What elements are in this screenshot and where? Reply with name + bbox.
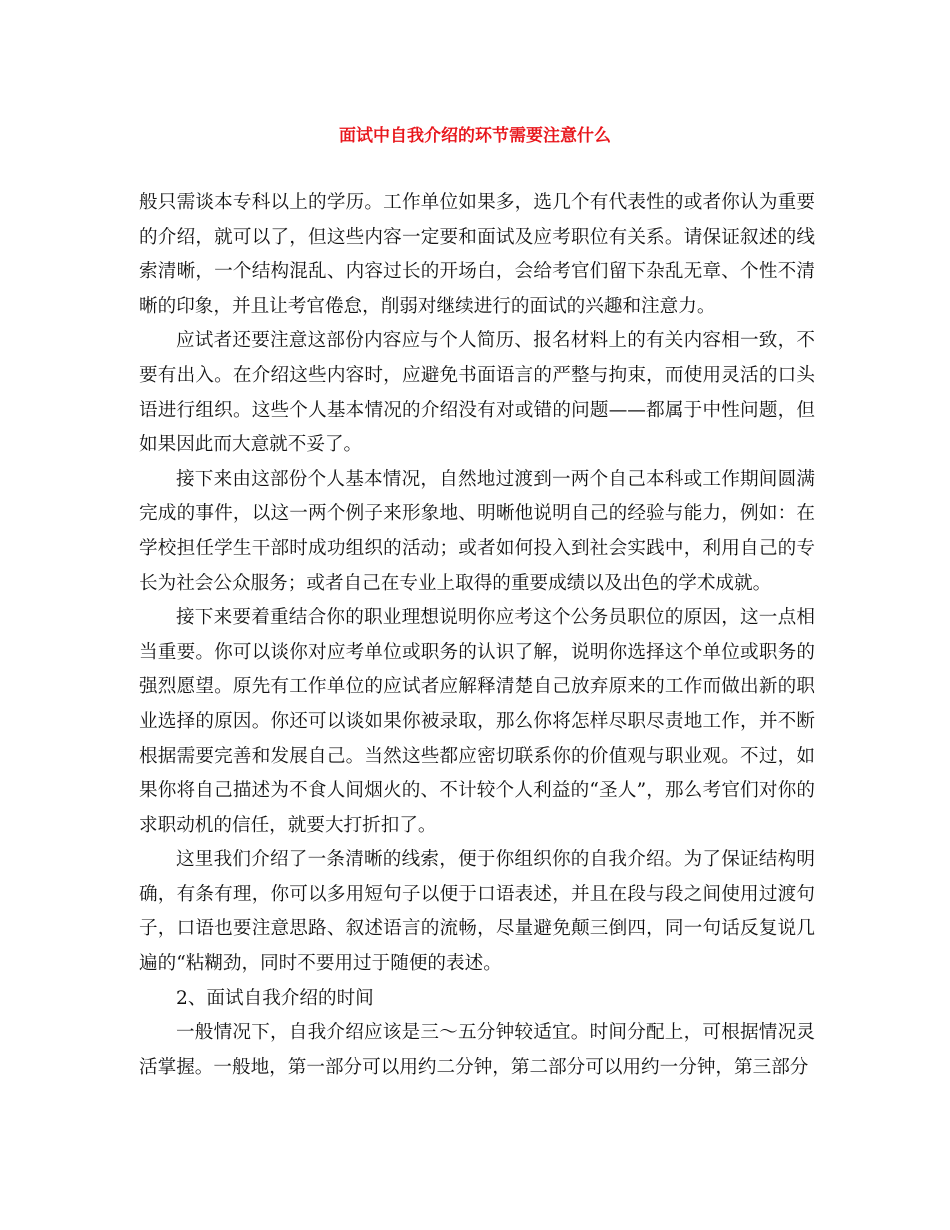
paragraph-motivation: 接下来要着重结合你的职业理想说明你应考这个公务员职位的原因，这一点相当重要。你可以谈你对应考单位或职务的认识了解，说明你选择这个单位或职务的强烈愿望。原先有工作单位的应试者应解释清楚自己放弃原来的工作而做出新的职业选择的原因。你还可以谈如果你被录取，那么你将怎样尽职尽责地工作，并不断根据需要完善和发展自己。当然这些都应密切联系你的价值观与职业观。不过，如果你将自己描述为不食人间烟火的、不计较个人利益的“圣人”，那么考官们对你的求职动机的信任，就要大打折扣了。 (139, 607, 815, 836)
document-body (139, 186, 815, 1085)
paragraph-education-and-work: 般只需谈本专科以上的学历。工作单位如果多，选几个有代表性的或者你认为重要的介绍，就可以了，但这些内容一定要和面试及应考职位有关系。请保证叙述的线索清晰，一个结构混乱、内容过长的开场白，会给考官们留下杂乱无章、个性不清晰的印象，并且让考官倦怠，削弱对继续进行的面试的兴趣和注意力。 (139, 192, 815, 317)
paragraph-time-allocation: 一般情况下，自我介绍应该是三～五分钟较适宜。时间分配上，可根据情况灵活掌握。一般地，第一部分可以用约二分钟，第二部分可以用约一分钟，第三部分 (139, 1022, 815, 1078)
document-title: 面试中自我介绍的环节需要注意什么 (339, 126, 611, 146)
paragraph-examples: 接下来由这部份个人基本情况，自然地过渡到一两个自己本科或工作期间圆满完成的事件，以这一两个例子来形象地、明晰他说明自己的经验与能力，例如：在学校担任学生干部时成功组织的活动；或者如何投入到社会实践中，利用自己的专长为社会公众服务；或者自己在专业上取得的重要成绩以及出色的学术成就。 (139, 468, 815, 594)
section-heading-time: 2、面试自我介绍的时间 (176, 987, 374, 1009)
paragraph-structure: 这里我们介绍了一条清晰的线索，便于你组织你的自我介绍。为了保证结构明确，有条有理，你可以多用短句子以便于口语表述，并且在段与段之间使用过渡句子，口语也要注意思路、叙述语言的流畅，尽量避免颠三倒四，同一句话反复说几遍的“粘糊劲，同时不要用过于随便的表述。 (139, 849, 815, 975)
paragraph-consistency: 应试者还要注意这部份内容应与个人简历、报名材料上的有关内容相一致，不要有出入。在介绍这些内容时，应避免书面语言的严整与拘束，而使用灵活的口头语进行组织。这些个人基本情况的介绍没有对或错的问题——都属于中性问题，但如果因此而大意就不妥了。 (139, 330, 815, 456)
